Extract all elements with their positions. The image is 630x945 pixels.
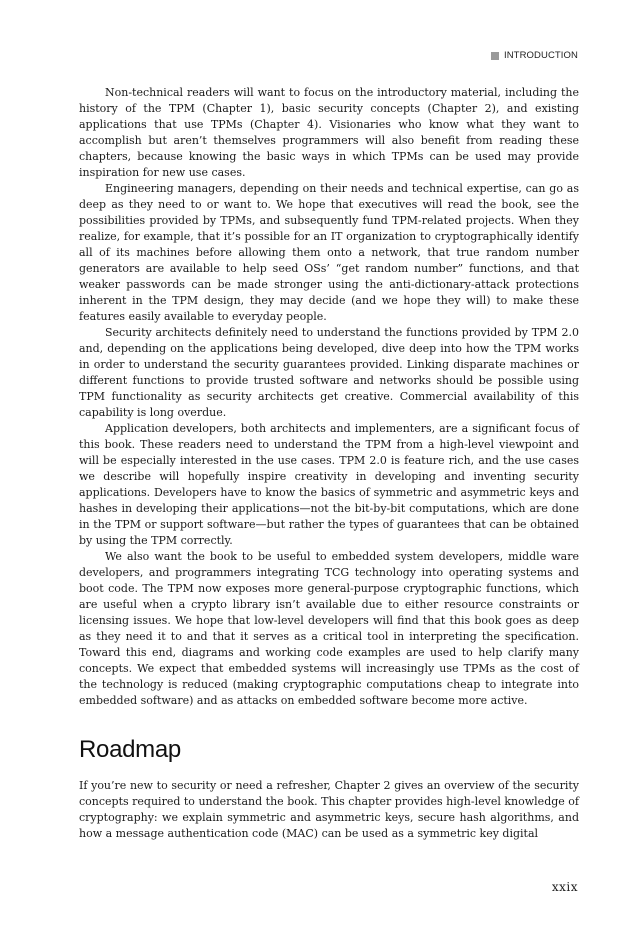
section-heading-roadmap: Roadmap — [79, 736, 181, 763]
page-body — [79, 85, 579, 842]
header-marker-square — [491, 52, 499, 60]
paragraph-application-developers: Application developers, both architects and implementers, are a significant focus of this book. These readers need to understand the TPM from a high-level viewpoint and will be especially interested in the use cases. TPM 2.0 is feature rich, and the use cases we describe will hopefully inspire creativity in developing and inventing security applications. Developers have to know the basics of symmetric and asymmetric keys and hashes in developing their applications—not the bit-by-bit computations, which are done in the TPM or support software—but rather the types of guarantees that can be obtained by using the TPM correctly. — [79, 422, 579, 547]
page-number: xxix — [551, 880, 578, 894]
paragraph-roadmap-intro: If you’re new to security or need a refresher, Chapter 2 gives an overview of the security concepts required to understand the book. This chapter provides high-level knowledge of cryptography: we explain symmetric and asymmetric keys, secure hash algorithms, and how a message authentication code (MAC) can be used as a symmetric key digital — [79, 779, 579, 840]
paragraph-engineering-managers: Engineering managers, depending on their needs and technical expertise, can go as deep as they need to or want to. We hope that executives will read the book, see the possibilities provided by TPMs, and subsequently fund TPM-related projects. When they realize, for example, that it’s possible for an IT organization to cryptographically identify all of its machines before allowing them onto a network, that true random number generators are available to help seed OSs’ “get random number” functions, and that weaker passwords can be made stronger using the anti-dictionary-attack protections inherent in the TPM design, they may decide (and we hope they will) to make these features easily available to everyday people. — [79, 182, 579, 323]
paragraph-non-technical-readers: Non-technical readers will want to focus on the introductory material, including the history of the TPM (Chapter 1), basic security concepts (Chapter 2), and existing applications that use TPMs (Chapter 4). Visionaries who know what they want to accomplish but aren’t themselves programmers will also benefit from reading these chapters, because knowing the basic ways in which TPMs can be used may provide inspiration for new use cases. — [79, 86, 579, 179]
running-title: INTRODUCTION — [503, 50, 578, 61]
paragraph-security-architects: Security architects definitely need to understand the functions provided by TPM 2.0 and, depending on the applications being developed, dive deep into how the TPM works in order to understand the security guarantees provided. Linking disparate machines or different functions to provide trusted software and networks should be possible using TPM functionality as security architects get creative. Commercial availability of this capability is long overdue. — [79, 326, 579, 419]
paragraph-embedded-developers: We also want the book to be useful to embedded system developers, middle ware developers, and programmers integrating TCG technology into operating systems and boot code. The TPM now exposes more general-purpose cryptographic functions, which are useful when a crypto library isn’t available due to either resource constraints or licensing issues. We hope that low-level developers will find that this book goes as deep as they need it to and that it serves as a critical tool in interpreting the specification. Toward this end, diagrams and working code examples are used to help clarify many concepts. We expect that embedded systems will increasingly use TPMs as the cost of the technology is reduced (making cryptographic computations cheap to integrate into embedded software) and as attacks on embedded software become more active. — [79, 550, 579, 707]
running-header — [491, 50, 578, 61]
